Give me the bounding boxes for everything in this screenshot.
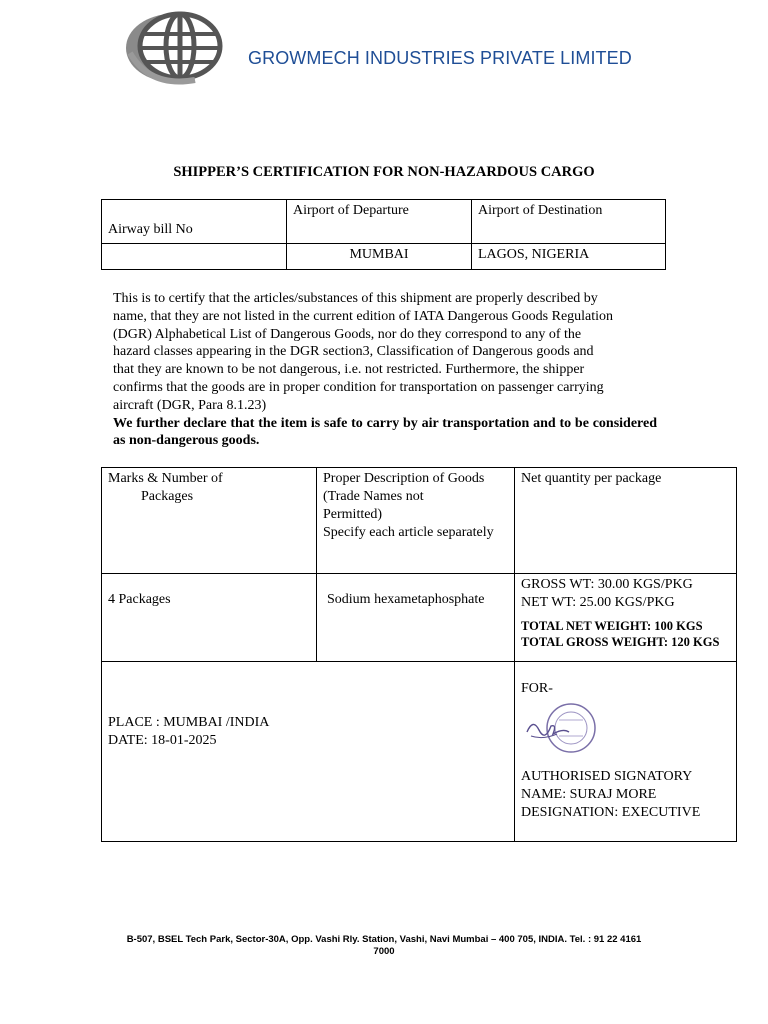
marks-header-line: Marks & Number of bbox=[108, 471, 223, 486]
description-header bbox=[317, 468, 515, 574]
certification-line: (DGR) Alphabetical List of Dangerous Goods, nor do they correspond to any of the bbox=[113, 326, 582, 342]
total-net-weight: TOTAL NET WEIGHT: 100 KGS bbox=[521, 619, 703, 633]
description-header-line: Specify each article separately bbox=[323, 525, 494, 540]
for-label: FOR- bbox=[521, 681, 553, 696]
gross-weight: GROSS WT: 30.00 KGS/PKG bbox=[521, 577, 693, 592]
description-header-line: (Trade Names not bbox=[323, 489, 424, 504]
certification-line: This is to certify that the articles/substances of this shipment are properly described by bbox=[113, 291, 598, 306]
departure-value: MUMBAI bbox=[287, 244, 472, 270]
signatory-designation: DESIGNATION: EXECUTIVE bbox=[521, 805, 701, 820]
marks-header bbox=[102, 468, 317, 574]
total-gross-weight: TOTAL GROSS WEIGHT: 120 KGS bbox=[521, 635, 720, 649]
certification-line: confirms that the goods are in proper condition for transportation on passenger carrying bbox=[113, 379, 604, 395]
company-name: GROWMECH INDUSTRIES PRIVATE LIMITED bbox=[248, 48, 632, 68]
signatory-cell bbox=[515, 662, 737, 842]
signatory-title: AUTHORISED SIGNATORY bbox=[521, 769, 693, 784]
date-text: DATE: 18-01-2025 bbox=[108, 733, 217, 748]
net-weight: NET WT: 25.00 KGS/PKG bbox=[521, 595, 675, 610]
certification-text bbox=[113, 290, 657, 450]
description-cell: Sodium hexametaphosphate bbox=[317, 574, 515, 662]
packages-cell: 4 Packages bbox=[102, 574, 317, 662]
place-date-cell bbox=[102, 662, 515, 842]
company-stamp-signature-icon bbox=[523, 698, 603, 758]
shipment-table bbox=[101, 199, 666, 270]
certification-line: aircraft (DGR, Para 8.1.23) bbox=[113, 397, 267, 413]
departure-label: Airport of Departure bbox=[287, 200, 472, 244]
description-header-line: Permitted) bbox=[323, 507, 383, 522]
signatory-name: NAME: SURAJ MORE bbox=[521, 787, 657, 802]
footer-address-line: B-507, BSEL Tech Park, Sector-30A, Opp. Vashi Rly. Station, Vashi, Navi Mumbai – 400 705, INDIA. Tel. : 91 22 4161 bbox=[126, 934, 642, 945]
destination-label: Airport of Destination bbox=[472, 200, 666, 244]
certification-line: that they are known to be not dangerous, i.e. not restricted. Furthermore, the shipper bbox=[113, 362, 585, 378]
footer-address bbox=[0, 934, 768, 958]
certification-line: hazard classes appearing in the DGR section3, Classification of Dangerous goods and bbox=[113, 344, 594, 360]
description-header-line: Proper Description of Goods bbox=[323, 471, 485, 486]
goods-table bbox=[101, 467, 737, 842]
airway-bill-label: Airway bill No bbox=[102, 200, 287, 244]
marks-header-line: Packages bbox=[141, 489, 194, 504]
quantity-header: Net quantity per package bbox=[515, 468, 737, 574]
place-text: PLACE : MUMBAI /INDIA bbox=[108, 715, 270, 730]
document-title: SHIPPER’S CERTIFICATION FOR NON-HAZARDOUS CARGO bbox=[173, 164, 595, 180]
declaration-text: We further declare that the item is safe to carry by air transportation and to be considered as non-dangerous goods. bbox=[113, 415, 657, 449]
quantity-cell bbox=[515, 574, 737, 662]
destination-value: LAGOS, NIGERIA bbox=[472, 244, 666, 270]
certification-line: name, that they are not listed in the current edition of IATA Dangerous Goods Regulation bbox=[113, 308, 614, 324]
globe-logo-icon bbox=[120, 8, 230, 86]
airway-bill-value bbox=[102, 244, 287, 270]
footer-address-line: 7000 bbox=[373, 946, 395, 957]
